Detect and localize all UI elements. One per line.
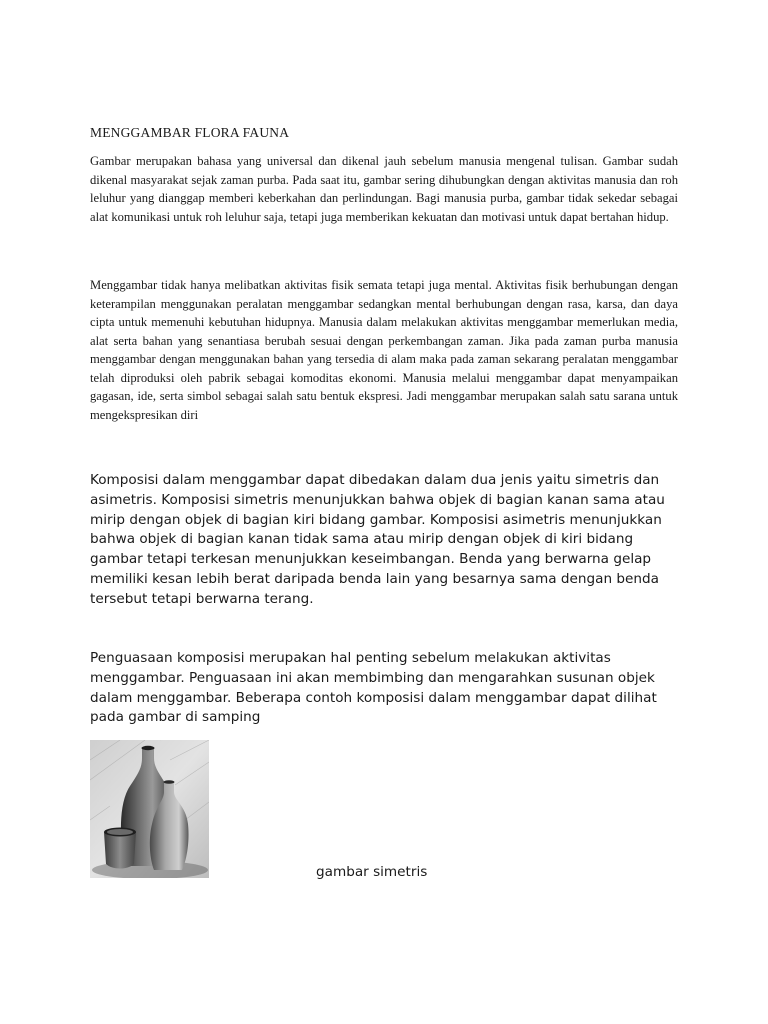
vases-sketch-image (90, 740, 209, 878)
paragraph-gambar-universal: Gambar merupakan bahasa yang universal dan dikenal jauh sebelum manusia mengenal tulisan. Gambar sudah dikenal masyarakat sejak zaman purba. Pada saat itu, gambar sering dihubungkan dengan aktivitas manusia dan roh leluhur yang dianggap memberi keberkahan dan perlindungan. Bagi manusia purba, gambar tidak sekedar sebagai alat komunikasi untuk roh leluhur saja, tetapi juga memberikan kekuatan dan motivasi untuk dapat bertahan hidup. (90, 154, 678, 224)
figure-caption: gambar simetris (316, 864, 428, 880)
paragraph-aktivitas-menggambar: Menggambar tidak hanya melibatkan aktivitas fisik semata tetapi juga mental. Aktivitas fisik berhubungan dengan keterampilan menggunakan peralatan menggambar sedangkan mental berhubungan dengan rasa, karsa, dan daya cipta untuk memenuhi kebutuhan hidupnya. Manusia dalam melakukan aktivitas menggambar memerlukan media, alat serta bahan yang senantiasa berubah sesuai dengan perkembangan zaman. Jika pada zaman purba manusia menggambar dengan menggunakan bahan yang tersedia di alam maka pada zaman sekarang peralatan menggambar telah diproduksi oleh pabrik sebagai komoditas ekonomi. Manusia melalui menggambar dapat menyampaikan gagasan, ide, serta simbol sebagai salah satu bentuk ekspresi. Jadi menggambar merupakan salah satu sarana untuk mengekspresikan diri (90, 278, 678, 422)
paragraph-penguasaan-komposisi: Penguasaan komposisi merupakan hal penting sebelum melakukan aktivitas menggambar. Penguasaan ini akan membimbing dan mengarahkan susunan objek dalam menggambar. Beberapa contoh komposisi dalam menggambar dapat dilihat pada gambar di samping (90, 650, 657, 726)
document-title: MENGGAMBAR FLORA FAUNA (90, 125, 290, 140)
paragraph-komposisi: Komposisi dalam menggambar dapat dibedakan dalam dua jenis yaitu simetris dan asimetris. Komposisi simetris menunjukkan bahwa objek di bagian kanan sama atau mirip dengan objek di bagian kiri bidang gambar. Komposisi asimetris menunjukkan bahwa objek di bagian kanan tidak sama atau mirip dengan objek di kiri bidang gambar tetapi terkesan menunjukkan keseimbangan. Benda yang berwarna gelap memiliki kesan lebih berat daripada benda lain yang besarnya sama dengan benda tersebut tetapi berwarna terang. (90, 472, 665, 607)
